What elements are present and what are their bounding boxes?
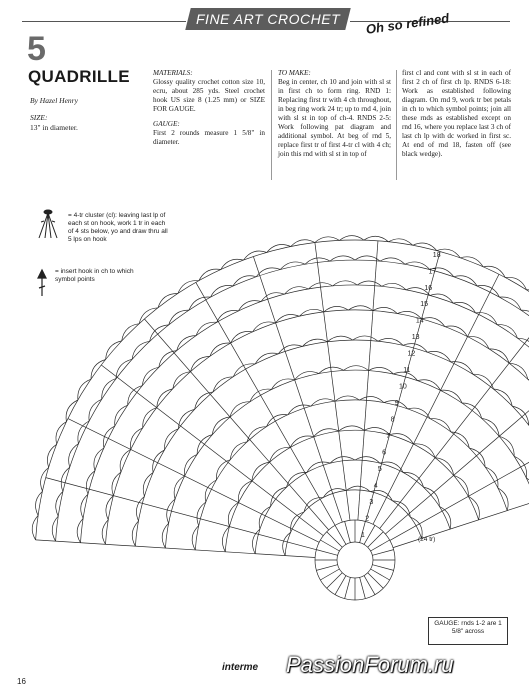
round-number-label: 4 (373, 482, 378, 490)
round-number-label: 16 (424, 284, 433, 292)
round-arc (135, 340, 529, 546)
center-stitch (316, 550, 337, 556)
gauge-label: GAUGE: (153, 120, 180, 128)
gauge-text: First 2 rounds measure 1 5/8" in diameter. (153, 129, 265, 146)
round-arc (106, 310, 529, 544)
to-make-text: Beg in center, ch 10 and join with sl st in first ch to form ring. RND 1: Replacing first tr with 4 ch throughout, in beg ring work 24 tr; up to rnd 4, join with sl st in top of ch-4. RNDS 2-5: Work following pat diagram and additional symbol. At beg of rnd 5, replace first tr of first 4-tr cl with 4 ch; join this rnd with sl st in top of (278, 78, 391, 158)
round-number-label: 1 (361, 531, 365, 539)
round-number-label: 11 (403, 367, 411, 375)
banner-text: FINE ART CROCHET (195, 11, 341, 27)
radial-spoke (377, 308, 529, 528)
chain-loop (380, 258, 405, 264)
round-number-label: 10 (399, 383, 407, 391)
round-number-label: 15 (420, 301, 428, 309)
size-label: SIZE: (30, 113, 48, 122)
radial-spoke (385, 352, 529, 534)
round-arc (195, 400, 507, 550)
subtitle: Oh so refined (365, 10, 451, 37)
round-number-label: 14 (415, 317, 424, 325)
round-number-label: 18 (432, 251, 441, 259)
round-number-label: 7 (386, 433, 391, 440)
gauge-note-box: GAUGE: rnds 1-2 are 1 5/8" across (428, 617, 508, 645)
chain-loop (32, 516, 38, 540)
to-make-label: TO MAKE: (278, 69, 311, 77)
footer-brand: interme (222, 662, 259, 673)
pattern-title: QUADRILLE (28, 67, 130, 86)
radial-spoke (196, 282, 335, 525)
radial-spoke (144, 319, 328, 530)
chain-loop (52, 516, 58, 541)
chain-loop (315, 237, 340, 243)
center-stitch (345, 521, 351, 542)
radial-spoke (373, 274, 499, 524)
page-number: 16 (17, 677, 26, 686)
center-stitch (372, 565, 393, 571)
materials-text: Glossy quality crochet cotton size 10, ecru, about 285 yds. Steel crochet hook US size 8 (1.25 mm) or SIZE FOR GAUGE. (153, 78, 265, 113)
center-stitch (316, 565, 337, 571)
size-value: 13" in diameter. (30, 123, 78, 132)
round-number-label: 9 (394, 400, 399, 407)
round-number-label: 12 (407, 350, 416, 358)
pattern-number: 5 (27, 30, 46, 68)
radial-spoke (390, 403, 529, 540)
chain-loop (454, 475, 469, 496)
center-stitch (360, 577, 366, 598)
round-number-label: 17 (428, 268, 437, 276)
chain-loop (403, 472, 423, 487)
chain-loop (307, 462, 330, 472)
byline: By Hazel Henry (30, 96, 78, 105)
radial-spoke (68, 419, 319, 543)
radial-spoke (101, 365, 323, 536)
watermark: PassionForum.ru (286, 652, 454, 677)
center-ring (337, 542, 373, 578)
radial-spoke (46, 478, 317, 550)
instructions-text: first cl and cont with sl st in each of first 2 ch of first ch lp. RNDS 6-18: Work as established following diagram. On rnd 9, work tr bet petals in ch to which symbol points; join all these rnds as established except on rnd 16, where you replace last 3 ch of last ch lp with dc worked in first sc. At end of rnd 18, fasten off (see black wedge). (402, 69, 511, 158)
round-number-label: 5 (377, 465, 382, 473)
ring-count-label: (24 tr) (418, 536, 436, 543)
center-stitch (372, 550, 393, 556)
radial-spoke (315, 243, 350, 521)
round-arc (285, 490, 422, 556)
round-number-label: 3 (369, 498, 374, 506)
center-stitch (345, 577, 351, 598)
legend-insert: = insert hook in ch to which symbol points (55, 268, 134, 283)
round-arc (225, 430, 478, 552)
round-number-label: 8 (390, 416, 395, 424)
legend-cluster: = 4-tr cluster (cl): leaving last lp of each st on hook, work 1 tr in each of 4 sts below, yo and draw thru all 5 lps on hook (68, 212, 168, 243)
round-number-label: 6 (382, 449, 387, 457)
chain-loop (327, 336, 352, 342)
round-number-label: 2 (365, 515, 370, 523)
radial-spoke (36, 540, 315, 558)
materials-label: MATERIALS: (153, 69, 193, 77)
round-number-label: 13 (411, 334, 420, 342)
chain-loop (521, 310, 529, 325)
round-arc (81, 285, 529, 543)
